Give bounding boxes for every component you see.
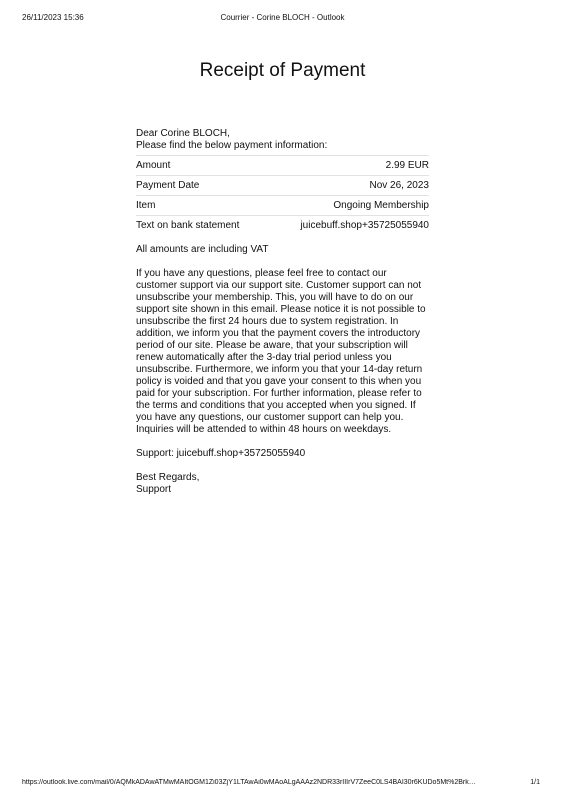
- vat-note: All amounts are including VAT: [136, 244, 269, 255]
- row-label-item: Item: [136, 199, 156, 211]
- row-value-payment-date: Nov 26, 2023: [369, 179, 429, 191]
- signature-text: Support: [136, 484, 172, 495]
- print-datetime: 26/11/2023 15:36: [22, 13, 84, 22]
- page-number: 1/1: [530, 779, 540, 786]
- greeting: Dear Corine BLOCH,: [136, 128, 230, 139]
- body-paragraph: If you have any questions, please feel free to contact our customer support via our support site. Customer support can not unsubscribe your membership. This, you will have to do on our support site shown in this email. Please notice it is not possible to unsubscribe the first 24 hours due to system registration. In addition, we inform you that the payment covers the introductory period of our site. Please be aware, that your subscription will renew automatically after the 3-day trial period unless you unsubscribe. Furthermore, we inform you that your 14-day return policy is voided and that you gave your consent to this when you paid for your subscription. For further information, please refer to the terms and conditions that you accepted when you signed. If you have any questions, our customer support can help you. Inquiries will be attended to within 48 hours on weekdays.: [136, 268, 426, 435]
- print-url: https://outlook.live.com/mail/0/AQMkADAwATMwMAItOGM1Zi03ZjY1LTAwAi0wMAoALgAAAz2NDR33rIIIrV7ZeeC0LS4BAI30r6KUDo5Mt%2Brk…: [22, 779, 476, 786]
- table-row: [136, 156, 429, 176]
- table-row: [136, 176, 429, 196]
- row-value-amount: 2.99 EUR: [385, 159, 429, 171]
- row-label-payment-date: Payment Date: [136, 179, 200, 191]
- print-footer: [0, 779, 565, 791]
- support-line: Support: juicebuff.shop+35725055940: [136, 448, 306, 459]
- table-row: [136, 196, 429, 216]
- row-value-bank-statement: juicebuff.shop+35725055940: [300, 219, 429, 231]
- payment-info-table: [136, 155, 429, 235]
- receipt-content: [136, 128, 429, 496]
- row-label-bank-statement: Text on bank statement: [136, 219, 240, 231]
- page-title: Receipt of Payment: [199, 60, 366, 81]
- row-value-item: Ongoing Membership: [333, 199, 429, 211]
- closing: [136, 472, 429, 496]
- regards-text: Best Regards,: [136, 472, 200, 483]
- print-window-title: Courrier - Corine BLOCH - Outlook: [220, 13, 345, 22]
- print-header: [0, 13, 565, 25]
- intro-text: Please find the below payment information:: [136, 140, 328, 151]
- row-label-amount: Amount: [136, 159, 171, 171]
- table-row: [136, 216, 429, 236]
